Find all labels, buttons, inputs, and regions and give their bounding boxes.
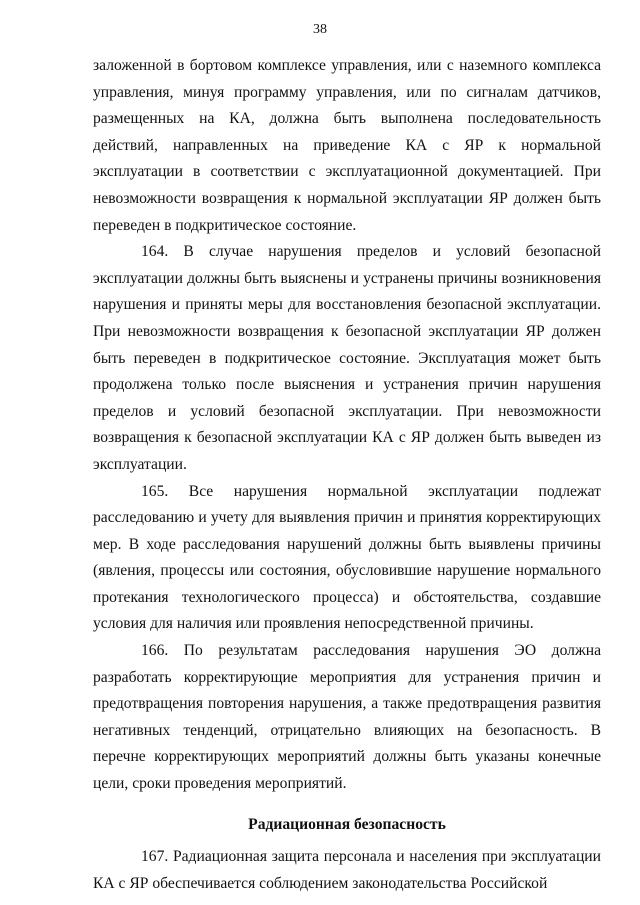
paragraph-164: 164. В случае нарушения пределов и условий безопасной эксплуатации должны быть выяснены и устранены причины возникновения нарушения и приняты меры для восстановления безопасной эксплуатации. При невозможности возвращения к безопасной эксплуатации ЯР должен быть переведен в подкритическое состояние. Эксплуатация может быть продолжена только после выяснения и устранения причин нарушения пределов и условий безопасной эксплуатации. При невозможности возвращения к безопасной эксплуатации КА с ЯР должен быть выведен из эксплуатации. <box>93 243 601 473</box>
paragraph-167: 167. Радиационная защита персонала и населения при эксплуатации КА с ЯР обеспечивается соблюдением законодательства Российской <box>93 848 601 892</box>
document-body <box>93 53 601 897</box>
page-number: 38 <box>313 22 327 37</box>
paragraph-166: 166. По результатам расследования нарушения ЭО должна разработать корректирующие мероприятия для устранения причин и предотвращения повторения нарушения, а также предотвращения развития негативных тенденций, отрицательно влияющих на безопасность. В перечне корректирующих мероприятий должны быть указаны конечные цели, сроки проведения мероприятий. <box>93 642 601 793</box>
section-heading: Радиационная безопасность <box>248 815 446 833</box>
paragraph-continuation: заложенной в бортовом комплексе управления, или с наземного комплекса управления, минуя программу управления, или по сигналам датчиков, размещенных на КА, должна быть выполнена последовательность действий, направленных на приведение КА с ЯР к нормальной эксплуатации в соответствии с эксплуатационной документацией. При невозможности возвращения к нормальной эксплуатации ЯР должен быть переведен в подкритическое состояние. <box>93 57 601 234</box>
paragraph-165: 165. Все нарушения нормальной эксплуатации подлежат расследованию и учету для выявления причин и принятия корректирующих мер. В ходе расследования нарушений должны быть выявлены причины (явления, процессы или состояния, обусловившие нарушение нормального протекания технологического процесса) и обстоятельства, создавшие условия для наличия или проявления непосредственной причины. <box>93 482 601 633</box>
